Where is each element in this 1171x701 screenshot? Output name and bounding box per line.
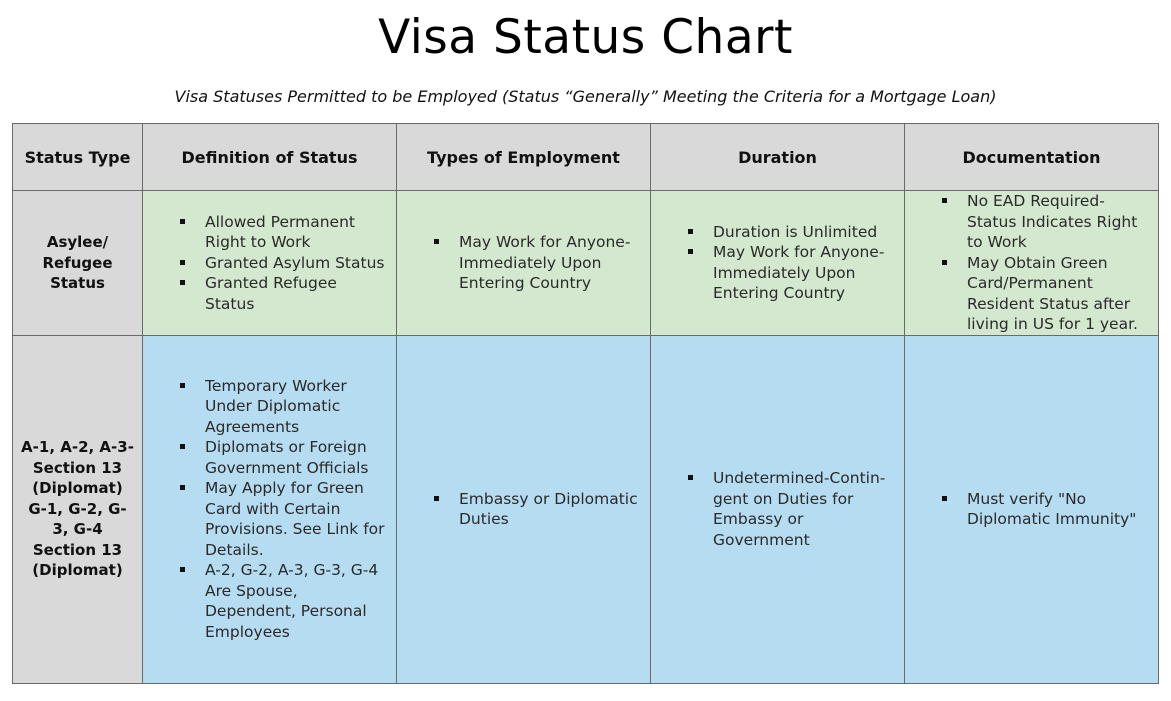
list-item: Temporary Worker Under Diplomatic Agreements — [143, 376, 390, 438]
documentation-list — [905, 191, 1152, 335]
status-line: Section 13 — [32, 540, 123, 559]
header-definition-of-status: Definition of Status — [143, 124, 397, 191]
duration-cell — [651, 191, 905, 336]
definition-list — [143, 376, 390, 643]
status-line: G-1, G-2, G- — [28, 499, 127, 518]
table-header-row — [13, 124, 1159, 191]
employment-list — [397, 489, 644, 530]
header-documentation: Documentation — [905, 124, 1159, 191]
status-line: Section 13 — [32, 458, 123, 477]
table-row-diplomat — [13, 335, 1159, 683]
page-title: Visa Status Chart — [378, 10, 793, 65]
header-types-of-employment: Types of Employment — [397, 124, 651, 191]
documentation-cell — [905, 335, 1159, 683]
list-item: May Work for Anyone-Immediately Upon Entering Country — [397, 232, 644, 294]
list-item: Embassy or Diplomatic Duties — [397, 489, 644, 530]
status-line: 3, G-4 — [52, 520, 103, 539]
documentation-cell — [905, 191, 1159, 336]
employment-cell — [397, 335, 651, 683]
list-item: Granted Asylum Status — [143, 253, 390, 274]
page-subtitle: Visa Statuses Permitted to be Employed (Status “Generally” Meeting the Criteria for a Mortgage Loan) — [174, 87, 997, 106]
list-item: Diplomats or Foreign Government Officials — [143, 437, 390, 478]
list-item: May Work for Anyone-Immediately Upon Entering Country — [651, 242, 898, 304]
status-line: (Diplomat) — [32, 479, 123, 498]
status-line: Asylee/ — [46, 233, 109, 251]
duration-list — [651, 222, 898, 304]
list-item: No EAD Required-Status Indicates Right to Work — [905, 191, 1152, 253]
list-item: Undetermined-Contin-gent on Duties for Embassy or Government — [651, 468, 898, 550]
duration-cell — [651, 335, 905, 683]
definition-list — [143, 212, 390, 315]
documentation-list — [905, 489, 1152, 530]
list-item: A-2, G-2, A-3, G-3, G-4 Are Spouse, Dependent, Personal Employees — [143, 560, 390, 642]
employment-cell — [397, 191, 651, 336]
list-item: Allowed Permanent Right to Work — [143, 212, 390, 253]
list-item: May Apply for Green Card with Certain Provisions. See Link for Details. — [143, 478, 390, 560]
definition-cell — [143, 191, 397, 336]
list-item: Duration is Unlimited — [651, 222, 898, 243]
status-line: A-1, A-2, A-3- — [21, 438, 134, 457]
header-duration: Duration — [651, 124, 905, 191]
table-row-asylee-refugee — [13, 191, 1159, 336]
status-type-cell — [13, 335, 143, 683]
visa-status-table — [12, 123, 1159, 684]
status-type-cell — [13, 191, 143, 336]
list-item: Must verify "No Diplomatic Immunity" — [905, 489, 1152, 530]
status-line: (Diplomat) — [32, 561, 123, 580]
duration-list — [651, 468, 898, 550]
list-item: May Obtain Green Card/Permanent Resident Status after living in US for 1 year. — [905, 253, 1152, 335]
list-item: Granted Refugee Status — [143, 273, 390, 314]
status-line: Status — [50, 274, 105, 292]
employment-list — [397, 232, 644, 294]
definition-cell — [143, 335, 397, 683]
status-line: Refugee — [42, 253, 113, 272]
header-status-type: Status Type — [13, 124, 143, 191]
